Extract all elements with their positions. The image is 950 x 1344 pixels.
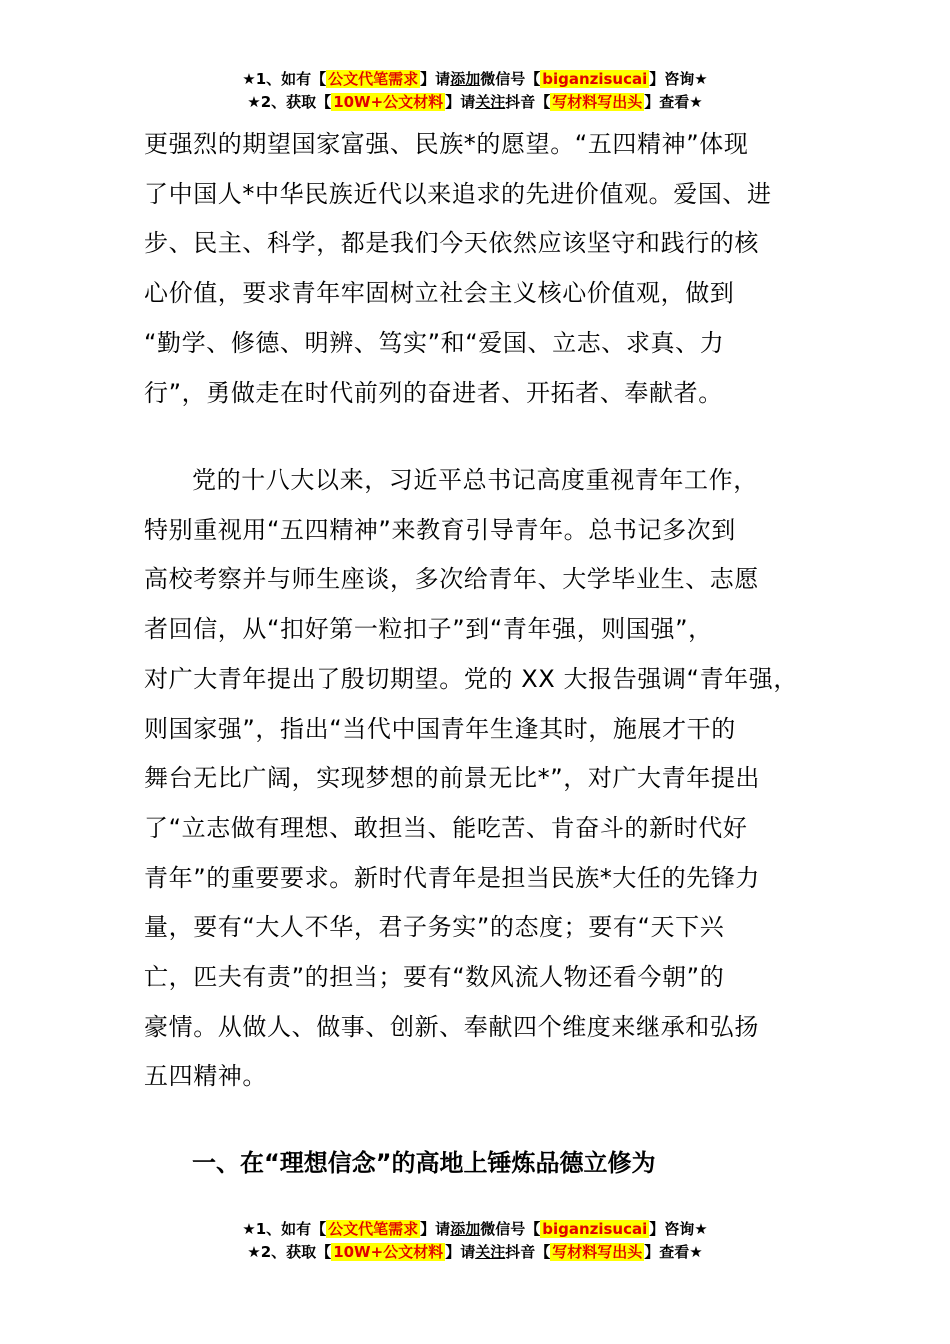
text-line: 亡，匹夫有责”的担当；要有“数风流人物还看今朝”的 xyxy=(144,963,725,992)
banner-text: 】请 xyxy=(420,1220,451,1238)
underlined-text: 关注 xyxy=(475,93,506,111)
banner-text: ★1、如有【 xyxy=(242,70,327,88)
text-line: 青年”的重要要求。新时代青年是担当民族*大任的先锋力 xyxy=(144,863,761,892)
text-line: 步、民主、科学，都是我们今天依然应该坚守和践行的核 xyxy=(144,229,759,258)
header-banner-line-2 xyxy=(0,91,950,114)
douyin-account-highlight: 写材料写出头 xyxy=(552,93,643,111)
paragraph-1 xyxy=(144,120,834,418)
banner-text: 抖音【 xyxy=(505,93,551,111)
text-line: 对广大青年提出了殷切期望。党的 XX 大报告强调“青年强， xyxy=(144,664,798,693)
footer-banner xyxy=(0,1218,950,1264)
text-line: 舞台无比广阔，实现梦想的前景无比*”，对广大青年提出 xyxy=(144,764,761,793)
underlined-text: 添加 xyxy=(450,1220,481,1238)
banner-text: ★2、获取【 xyxy=(247,93,332,111)
banner-text: 】查看★ xyxy=(644,93,703,111)
header-banner-line-1 xyxy=(0,68,950,91)
paragraph-2 xyxy=(144,456,834,1102)
banner-text: ★2、获取【 xyxy=(247,1243,332,1261)
highlight-text: 公文代笔需求 xyxy=(328,70,419,88)
highlight-text: 10W+公文材料 xyxy=(333,1243,444,1261)
banner-text: 】咨询★ xyxy=(649,70,708,88)
banner-text: ★1、如有【 xyxy=(242,1220,327,1238)
douyin-account-highlight: 写材料写出头 xyxy=(552,1243,643,1261)
text-line: 者回信，从“扣好第一粒扣子”到“青年强，则国强”， xyxy=(144,615,713,644)
highlight-text: 公文代笔需求 xyxy=(328,1220,419,1238)
banner-text: 】咨询★ xyxy=(649,1220,708,1238)
header-banner xyxy=(0,68,950,114)
section-heading: 一、在“理想信念”的高地上锤炼品德立修为 xyxy=(192,1149,656,1177)
banner-text: 微信号【 xyxy=(480,1220,541,1238)
text-line: 则国家强”，指出“当代中国青年生逢其时，施展才干的 xyxy=(144,714,736,743)
underlined-text: 添加 xyxy=(450,70,481,88)
wechat-id-highlight: biganzisucai xyxy=(542,70,648,88)
text-line: 心价值，要求青年牢固树立社会主义核心价值观，做到 xyxy=(144,279,735,308)
text-line: 高校考察并与师生座谈，多次给青年、大学毕业生、志愿 xyxy=(144,565,759,594)
footer-banner-line-2 xyxy=(0,1241,950,1264)
banner-text: 】请 xyxy=(420,70,451,88)
banner-text: 微信号【 xyxy=(480,70,541,88)
footer-banner-line-1 xyxy=(0,1218,950,1241)
text-line: “勤学、修德、明辨、笃实”和“爱国、立志、求真、力 xyxy=(144,328,725,357)
wechat-id-highlight: biganzisucai xyxy=(542,1220,648,1238)
text-line: 了中国人*中华民族近代以来追求的先进价值观。爱国、进 xyxy=(144,179,772,208)
banner-text: 】请 xyxy=(445,1243,476,1261)
underlined-text: 关注 xyxy=(475,1243,506,1261)
text-line: 更强烈的期望国家富强、民族*的愿望。“五四精神”体现 xyxy=(144,130,749,158)
text-line: 行”，勇做走在时代前列的奋进者、开拓者、奉献者。 xyxy=(144,378,723,407)
text-line: 豪情。从做人、做事、创新、奉献四个维度来继承和弘扬 xyxy=(144,1012,759,1041)
banner-text: 】请 xyxy=(445,93,476,111)
text-line: 了“立志做有理想、敢担当、能吃苦、肯奋斗的新时代好 xyxy=(144,813,748,842)
highlight-text: 10W+公文材料 xyxy=(333,93,444,111)
text-line: 党的十八大以来，习近平总书记高度重视青年工作， xyxy=(192,466,758,494)
banner-text: 抖音【 xyxy=(505,1243,551,1261)
text-line: 五四精神。 xyxy=(144,1062,267,1091)
text-line: 特别重视用“五四精神”来教育引导青年。总书记多次到 xyxy=(144,515,736,544)
text-line: 量，要有“大人不华，君子务实”的态度；要有“天下兴 xyxy=(144,913,725,942)
banner-text: 】查看★ xyxy=(644,1243,703,1261)
